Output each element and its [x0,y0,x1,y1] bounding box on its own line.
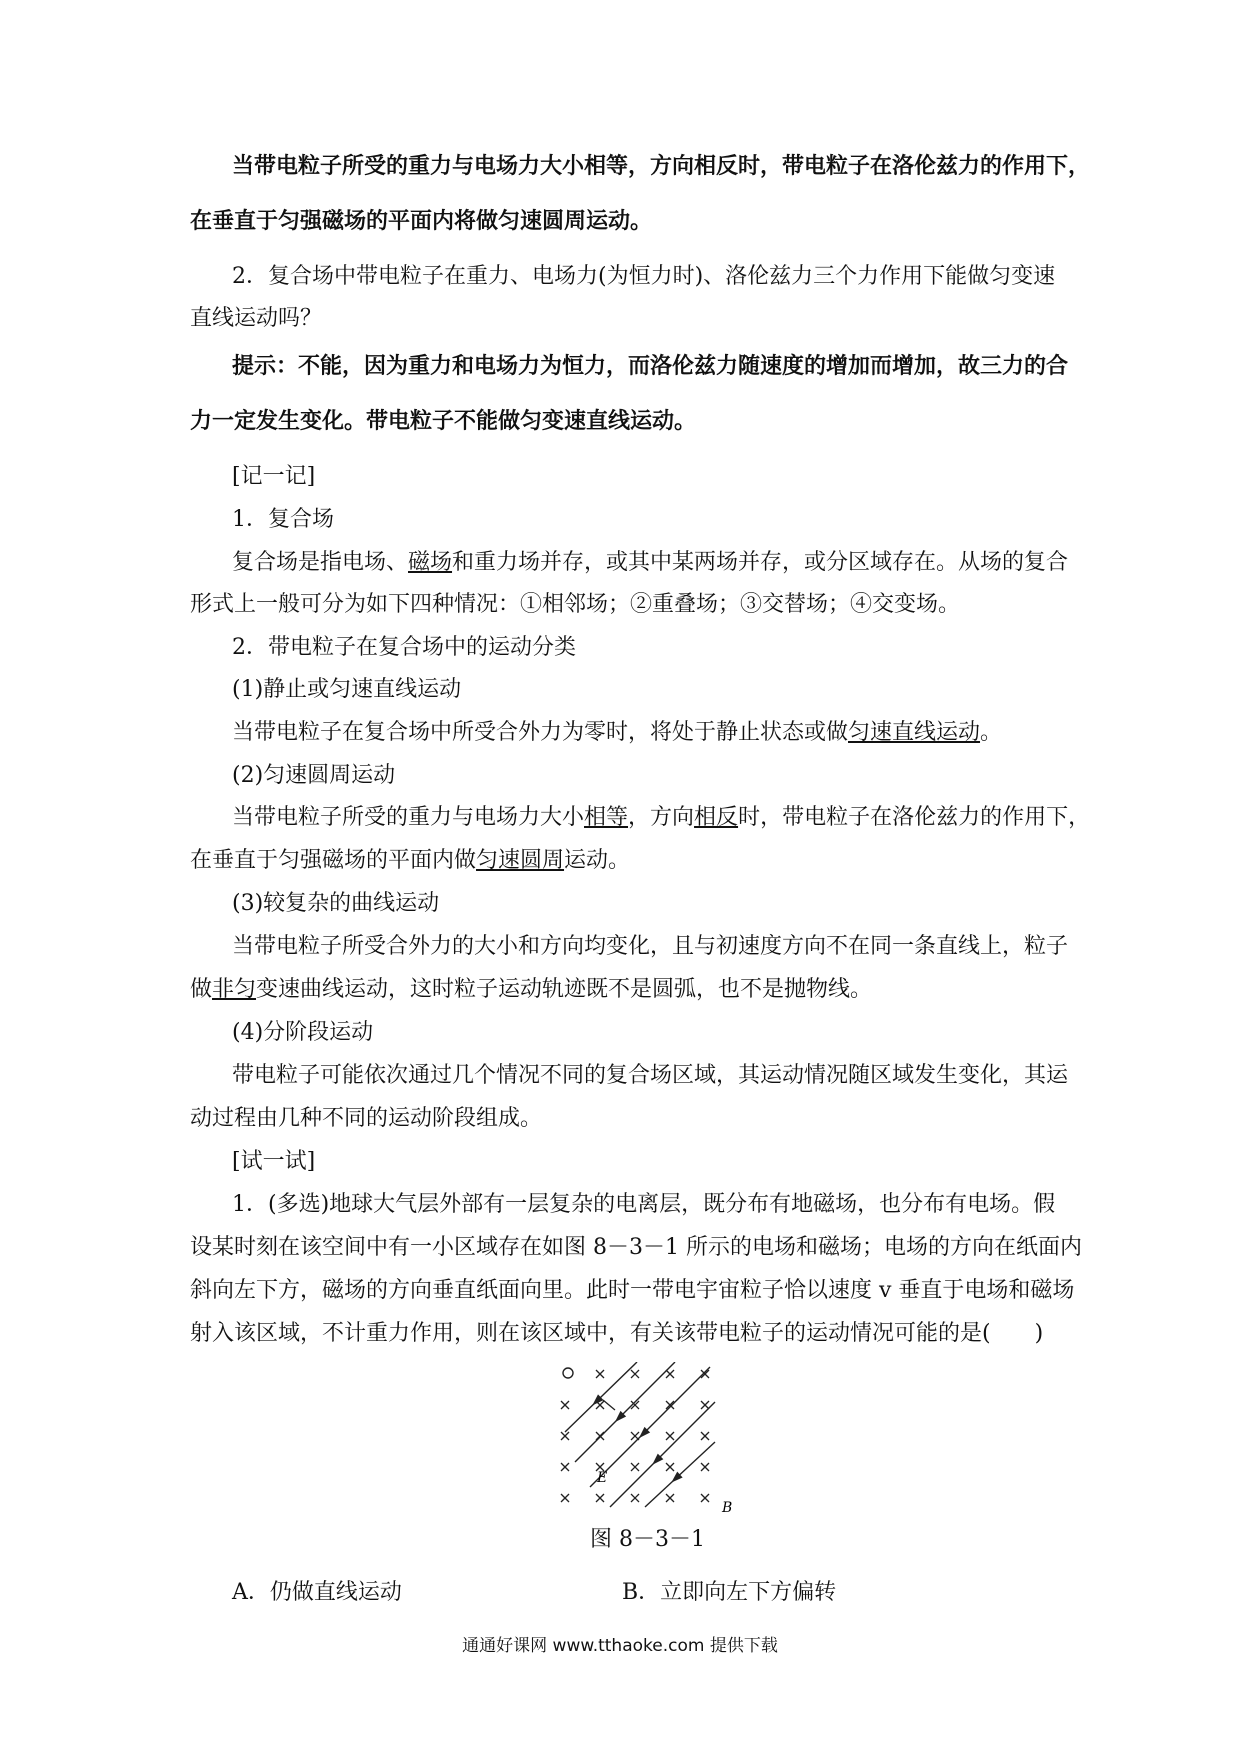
prev-answer-line-2: 在垂直于匀强磁场的平面内将做匀速圆周运动。 [190,209,653,234]
hint-line-2: 力一定发生变化。带电粒子不能做匀变速直线运动。 [190,409,697,434]
blank-answer: 相等 [584,805,629,830]
b-field-cross [561,1432,569,1440]
b-field-cross [666,1463,674,1471]
section-2-title: 2．带电粒子在复合场中的运动分类 [232,635,576,660]
e-field-line [590,1367,710,1487]
e-field-line [575,1362,675,1462]
blank-answer: 匀速直线运动 [848,720,981,745]
exercise-line-1: 1．(多选)地球大气层外部有一层复杂的电离层，既分布有地磁场，也分布有电场。假 [232,1192,1056,1217]
b-field-cross [596,1370,604,1378]
exercise-line-4: 射入该区域，不计重力作用，则在该区域中，有关该带电粒子的运动情况可能的是( ) [190,1321,1044,1346]
particle [563,1368,573,1378]
figure-caption: 图 8－3－1 [590,1527,705,1552]
case-3-line-2: 做非匀变速曲线运动，这时粒子运动轨迹既不是圆弧，也不是抛物线。 [190,977,873,1002]
case-1-title: (1)静止或匀速直线运动 [232,677,462,702]
option-a: A．仍做直线运动 [232,1580,402,1605]
exercise-line-3: 斜向左下方，磁场的方向垂直纸面向里。此时一带电宇宙粒子恰以速度 v 垂直于电场和磁场 [190,1278,1075,1303]
try-heading: [试一试] [232,1149,316,1174]
b-field-cross [701,1463,709,1471]
b-field-cross [631,1370,639,1378]
b-field-cross [561,1494,569,1502]
case-2-title: (2)匀速圆周运动 [232,763,396,788]
case-1-text: 当带电粒子在复合场中所受合外力为零时，将处于静止状态或做匀速直线运动。 [232,720,1003,745]
b-field-cross [631,1432,639,1440]
b-field-cross [596,1432,604,1440]
b-field-cross [631,1463,639,1471]
case-2-line-2: 在垂直于匀强磁场的平面内做匀速圆周运动。 [190,848,631,873]
remember-heading: [记一记] [232,464,316,489]
b-field-cross [666,1494,674,1502]
b-field-cross [701,1494,709,1502]
case-2-line-1: 当带电粒子所受的重力与电场力大小相等，方向相反时，带电粒子在洛伦兹力的作用下， [232,805,1091,830]
field-diagram [545,1362,745,1517]
question-2-line-2: 直线运动吗？ [190,306,323,331]
velocity-arrow [603,1400,615,1410]
blank-answer: 匀速圆周 [476,848,565,873]
exercise-line-2: 设某时刻在该空间中有一小区域存在如图 8－3－1 所示的电场和磁场；电场的方向在纸面内 [190,1235,1082,1260]
blank-answer: 非匀 [212,977,257,1002]
section-1-line-2: 形式上一般可分为如下四种情况：①相邻场；②重叠场；③交替场；④交变场。 [190,592,961,617]
case-4-line-2: 动过程由几种不同的运动阶段组成。 [190,1106,543,1131]
hint-line-1: 提示：不能，因为重力和电场力为恒力，而洛伦兹力随速度的增加而增加，故三力的合 [232,354,1069,379]
blank-answer: 磁场 [408,550,453,575]
b-field-cross [596,1401,604,1409]
b-field-cross [701,1401,709,1409]
b-field-cross [561,1463,569,1471]
label-B: B [722,1500,733,1516]
footer-source: 通通好课网 www.tthaoke.com 提供下载 [462,1636,778,1656]
case-4-title: (4)分阶段运动 [232,1020,374,1045]
case-4-line-1: 带电粒子可能依次通过几个情况不同的复合场区域，其运动情况随区域发生变化，其运 [232,1063,1069,1088]
b-field-cross [561,1401,569,1409]
section-1-line-1: 复合场是指电场、磁场和重力场并存，或其中某两场并存，或分区域存在。从场的复合 [232,550,1069,575]
b-field-cross [596,1494,604,1502]
blank-answer: 相反 [694,805,739,830]
b-field-cross [631,1494,639,1502]
case-3-title: (3)较复杂的曲线运动 [232,891,440,916]
case-3-line-1: 当带电粒子所受合外力的大小和方向均变化，且与初速度方向不在同一条直线上，粒子 [232,934,1069,959]
b-field-cross [701,1432,709,1440]
question-2-line-1: 2．复合场中带电粒子在重力、电场力(为恒力时)、洛伦兹力三个力作用下能做匀变速 [232,264,1056,289]
prev-answer-line-1: 当带电粒子所受的重力与电场力大小相等，方向相反时，带电粒子在洛伦兹力的作用下， [232,154,1091,179]
section-1-title: 1．复合场 [232,507,334,532]
option-b: B．立即向左下方偏转 [622,1580,837,1605]
label-E: E [597,1470,608,1486]
b-field-cross [666,1432,674,1440]
b-field-cross [666,1370,674,1378]
